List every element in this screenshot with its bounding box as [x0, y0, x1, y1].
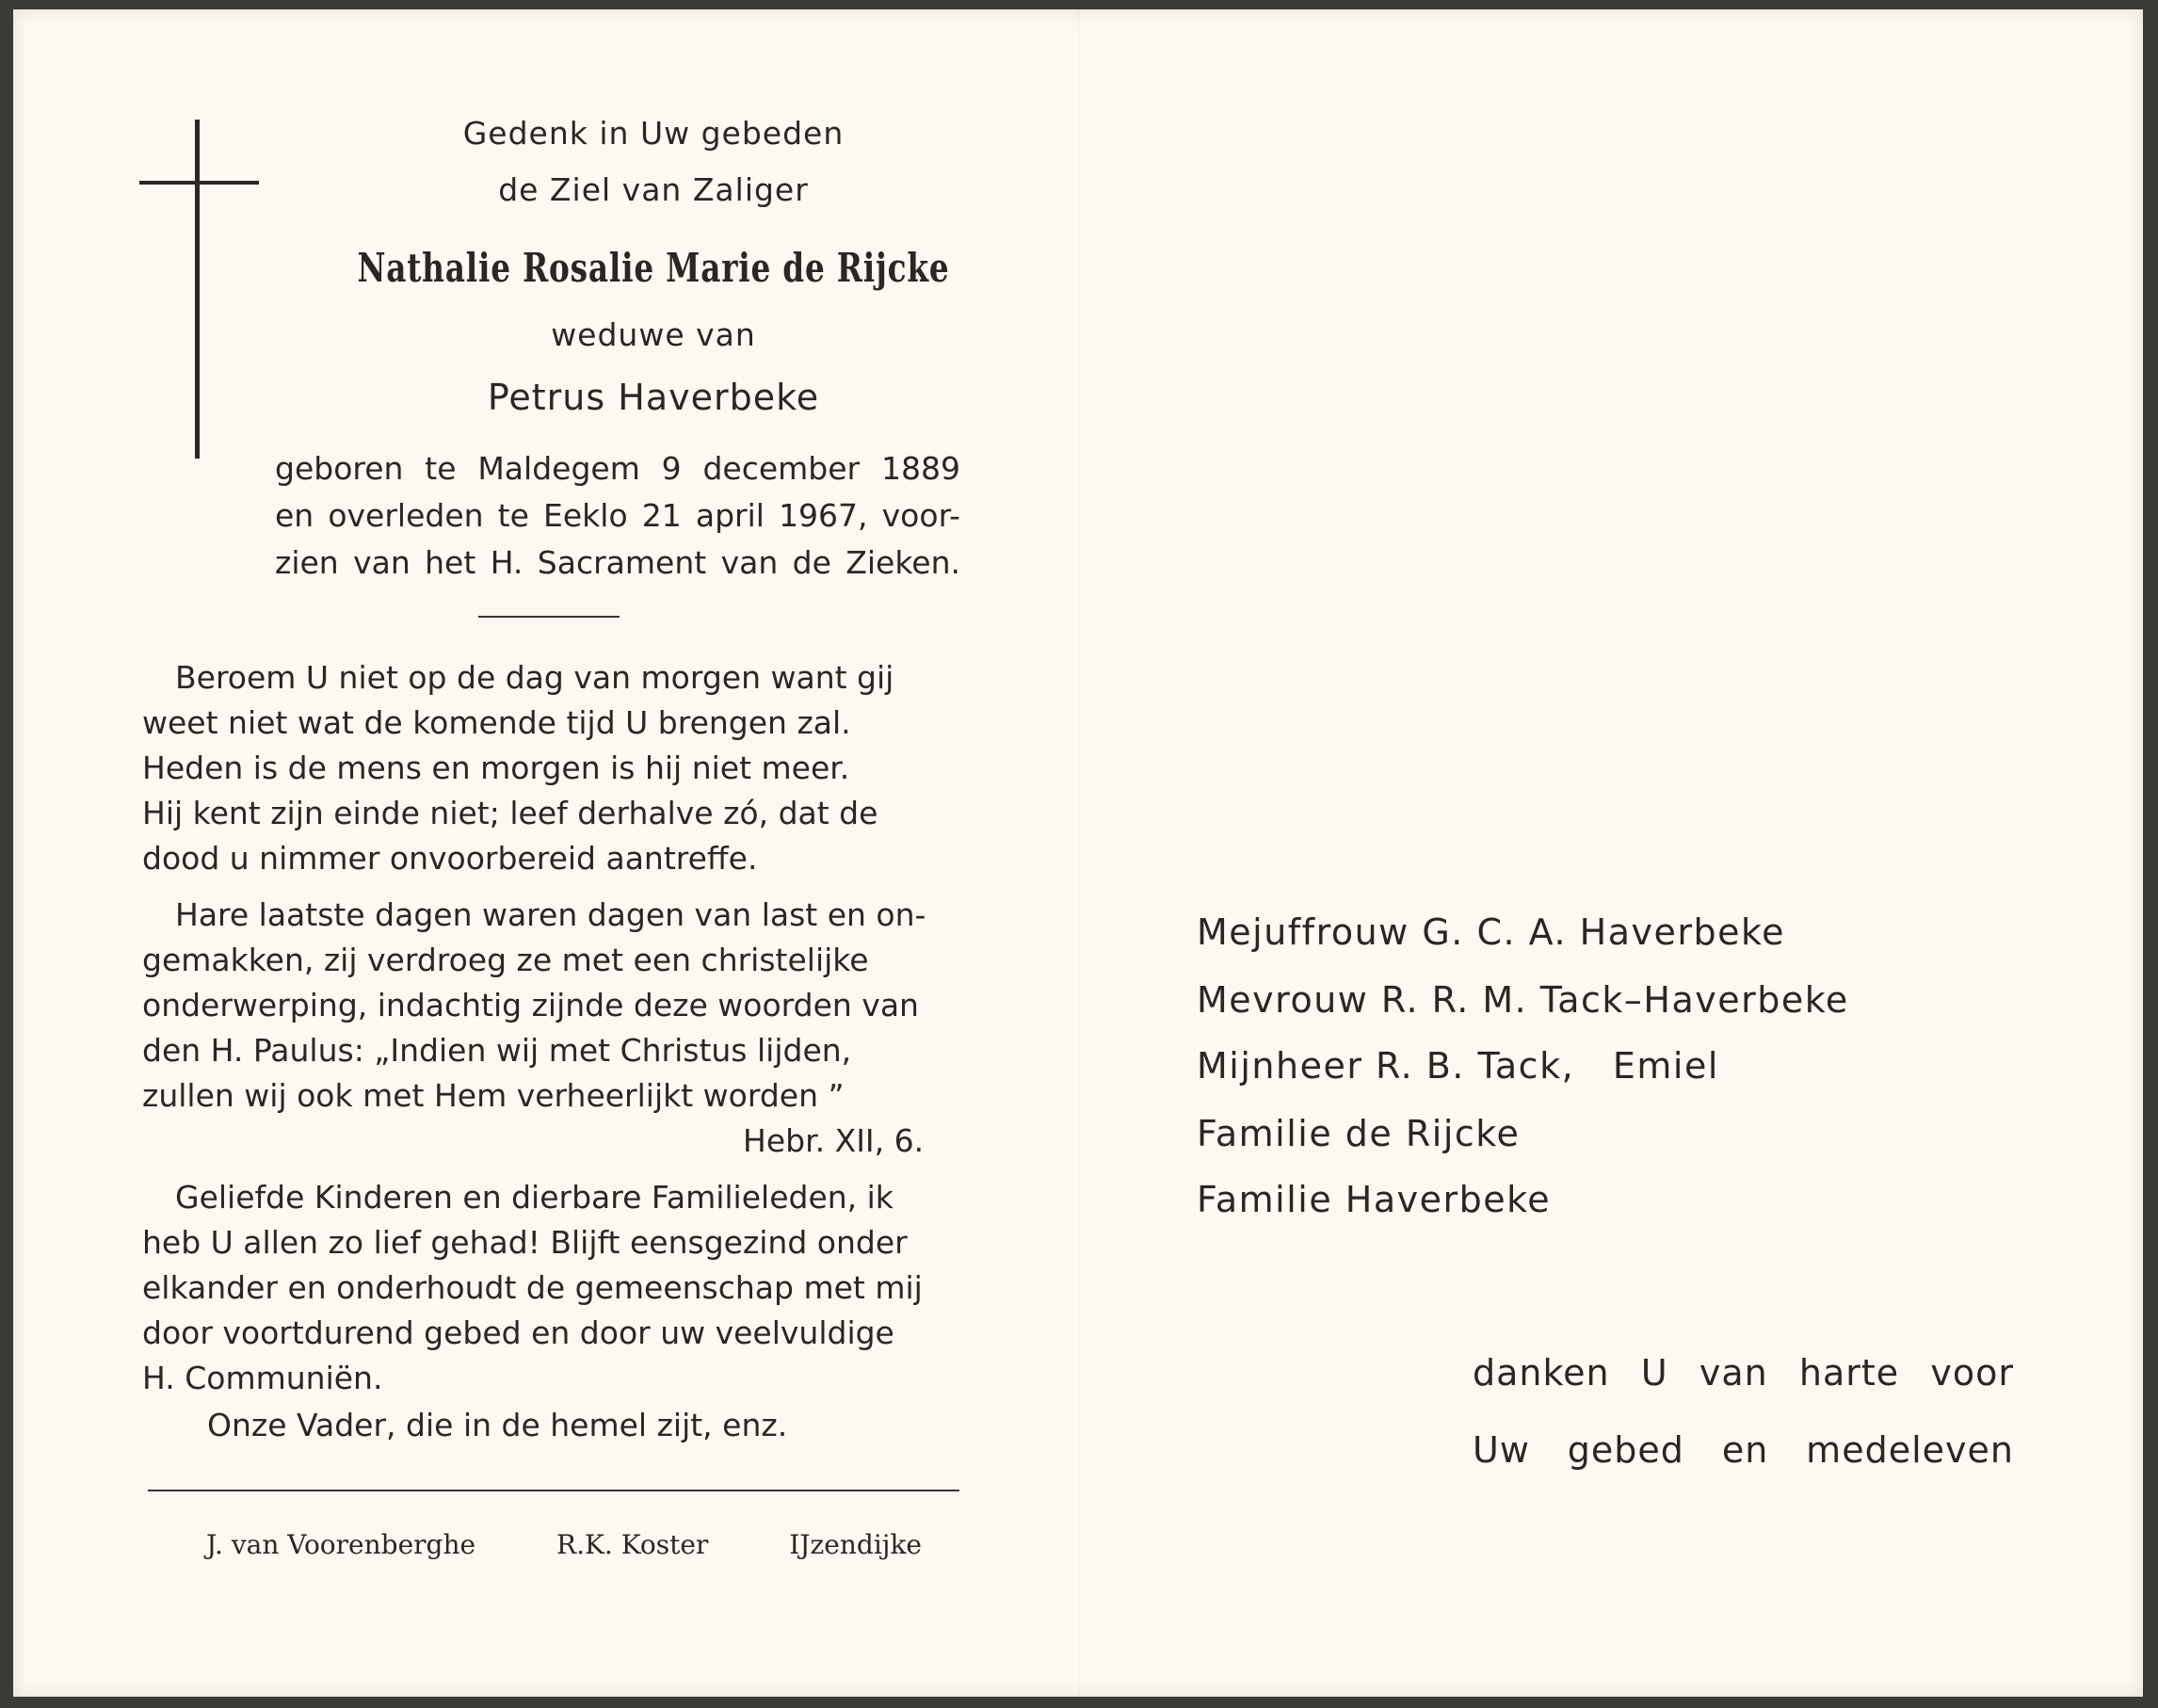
paragraph-line: dood u nimmer onvoorbereid aantreffe. — [142, 840, 758, 877]
paragraph-line: heb U allen zo lief gehad! Blijft eensgezind onder — [142, 1224, 908, 1261]
bible-reference: Hebr. XII, 6. — [743, 1122, 925, 1159]
cross-icon-bar — [139, 181, 259, 185]
deceased-name: Nathalie Rosalie Marie de Rijcke — [357, 245, 950, 291]
paragraph-line: elkander en onderhoudt de gemeenschap met mij — [142, 1269, 923, 1306]
word: december — [702, 450, 861, 487]
relation-label: weduwe van — [551, 316, 756, 353]
word: en — [275, 497, 314, 534]
paragraph-line: den H. Paulus: „Indien wij met Christus lijden, — [142, 1032, 852, 1069]
word: geboren — [275, 450, 404, 487]
paragraph-line: weet niet wat de komende tijd U brengen zal. — [142, 704, 851, 741]
paragraph-line: Hij kent zijn einde niet; leef derhalve zó, dat de — [142, 795, 878, 831]
short-divider — [478, 616, 620, 618]
word: 1889 — [880, 450, 960, 487]
word: Zieken. — [845, 544, 960, 581]
word: 9 — [661, 450, 682, 487]
word: gebed — [1567, 1429, 1684, 1471]
paragraph-line: zullen wij ook met Hem verheerlijkt worden ” — [142, 1077, 845, 1114]
bio-line — [275, 450, 960, 487]
word: van — [720, 544, 779, 581]
thanks-line-2 — [1473, 1429, 2014, 1471]
word: H. — [490, 544, 523, 581]
card-fold — [1078, 9, 1080, 1697]
header-line-2: de Ziel van Zaliger — [498, 171, 809, 208]
printer-name: J. van Voorenberghe — [206, 1529, 476, 1560]
thanks-line-1 — [1473, 1352, 2014, 1394]
word: medeleven — [1806, 1429, 2014, 1471]
family-member: Familie Haverbeke — [1197, 1179, 1552, 1220]
word: van — [1699, 1352, 1768, 1394]
paragraph-line: door voortdurend gebed en door uw veelvuldige — [142, 1314, 894, 1351]
word: zien — [275, 544, 339, 581]
family-member: Mijnheer R. B. Tack, Emiel — [1197, 1045, 1719, 1087]
word: harte — [1798, 1352, 1900, 1394]
word: Maldegem — [477, 450, 640, 487]
word: voor- — [881, 497, 960, 534]
word: en — [1721, 1429, 1769, 1471]
word: Sacrament — [537, 544, 707, 581]
word: april — [695, 497, 765, 534]
word: 21 — [641, 497, 682, 534]
cross-icon — [195, 120, 200, 459]
memorial-card — [13, 9, 2143, 1697]
footer-divider — [148, 1490, 959, 1491]
printer-credit — [206, 1529, 922, 1560]
family-member: Familie de Rijcke — [1197, 1113, 1521, 1154]
closing-prayer: Onze Vader, die in de hemel zijt, enz. — [207, 1407, 788, 1443]
family-member: Mevrouw R. R. M. Tack–Haverbeke — [1197, 979, 1849, 1021]
word: voor — [1930, 1352, 2014, 1394]
word: U — [1640, 1352, 1668, 1394]
spouse-name: Petrus Haverbeke — [487, 377, 820, 418]
paragraph-line: onderwerping, indachtig zijnde deze woorden van — [142, 987, 919, 1023]
family-member: Mejuffrouw G. C. A. Haverbeke — [1197, 911, 1786, 953]
word: Uw — [1473, 1429, 1530, 1471]
printer-place: IJzendijke — [789, 1529, 922, 1560]
paragraph-line: H. Communiën. — [142, 1360, 383, 1396]
paragraph-line: Hare laatste dagen waren dagen van last en on- — [175, 896, 926, 933]
header-line-1: Gedenk in Uw gebeden — [462, 115, 845, 152]
word: 1967, — [779, 497, 868, 534]
paragraph-line: Geliefde Kinderen en dierbare Familieleden, ik — [175, 1179, 894, 1216]
word: te — [497, 497, 529, 534]
paragraph-line: Beroem U niet op de dag van morgen want gij — [175, 659, 894, 696]
word: het — [425, 544, 476, 581]
printer-role: R.K. Koster — [556, 1529, 709, 1560]
bio-line — [275, 497, 960, 534]
paragraph-line: gemakken, zij verdroeg ze met een christelijke — [142, 942, 869, 978]
word: van — [353, 544, 411, 581]
bio-line — [275, 544, 960, 581]
paragraph-line: Heden is de mens en morgen is hij niet meer. — [142, 749, 850, 786]
word: te — [425, 450, 457, 487]
word: Eeklo — [543, 497, 628, 534]
word: de — [792, 544, 831, 581]
word: danken — [1473, 1352, 1610, 1394]
word: overleden — [328, 497, 484, 534]
